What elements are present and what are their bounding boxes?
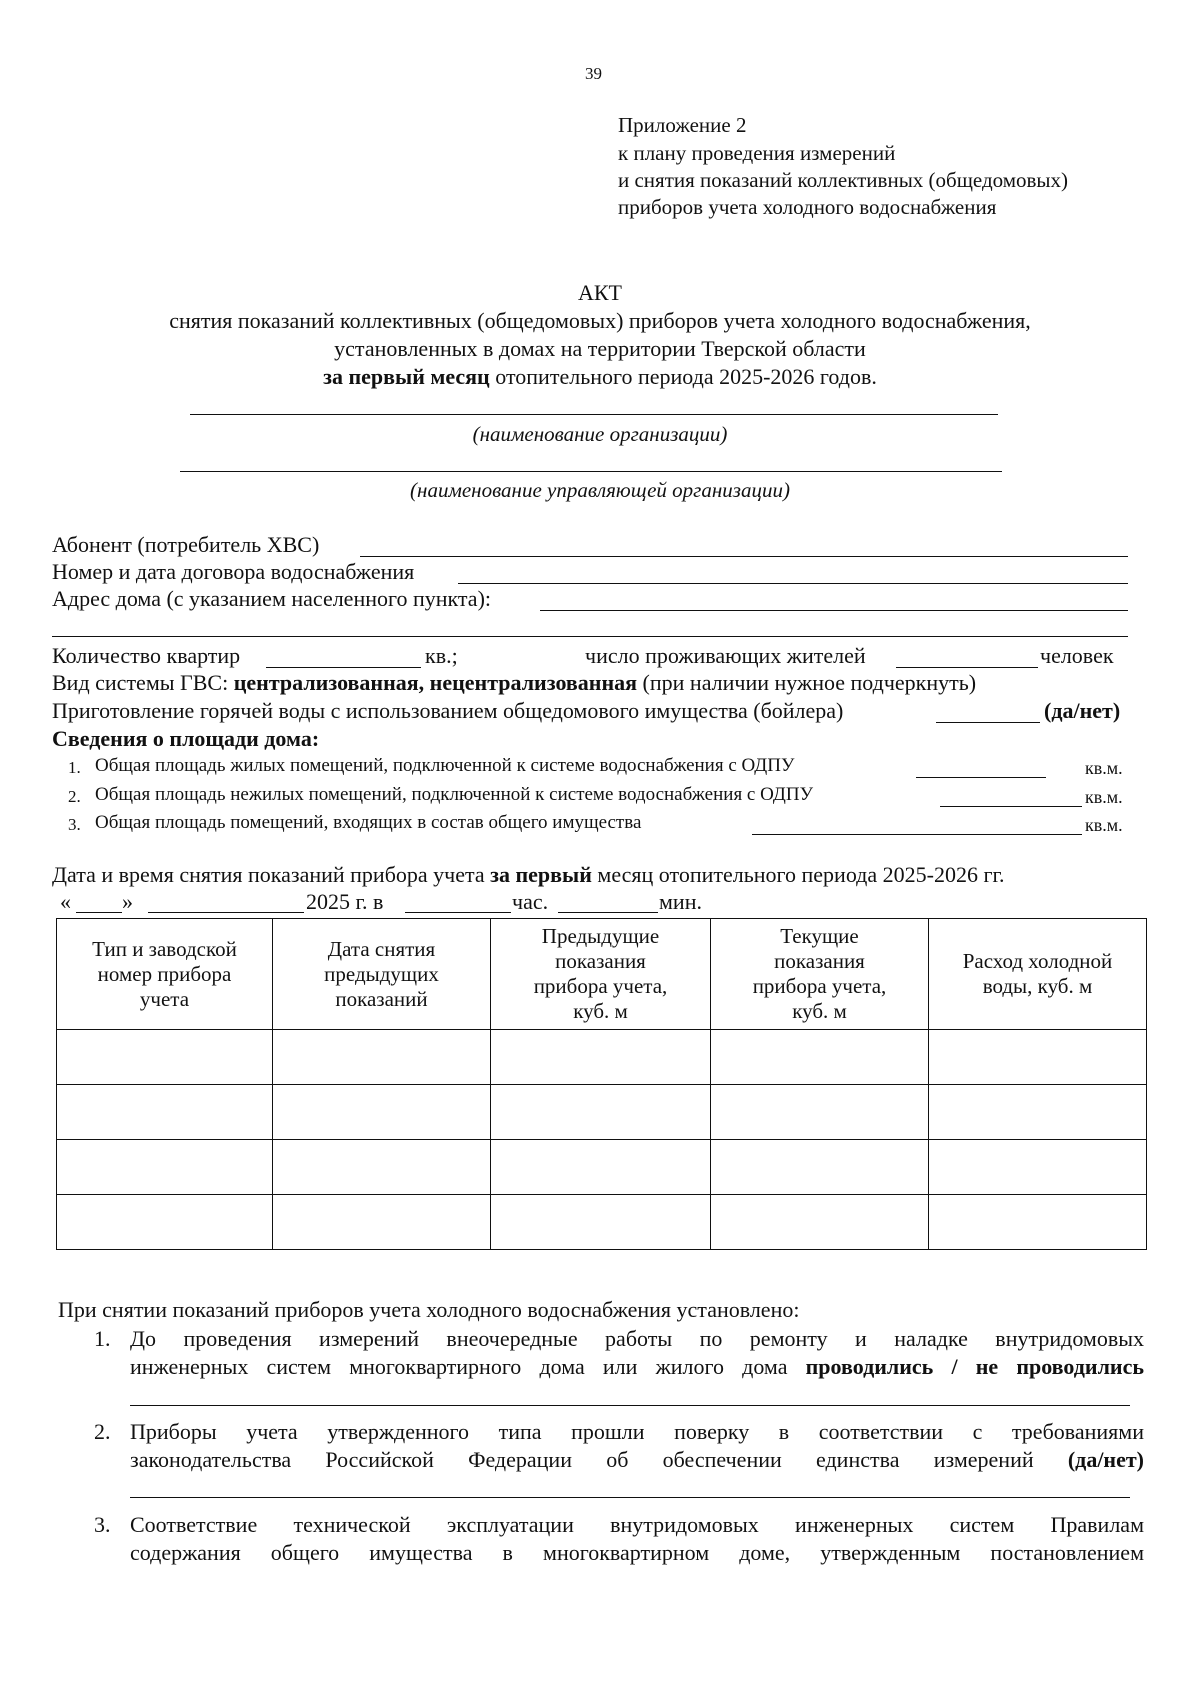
table-cell[interactable]: [929, 1030, 1147, 1085]
finding-1-line-1: До проведения измерений внеочередные работы по ремонту и наладке внутридомовых: [130, 1326, 1144, 1351]
quote-open: «: [60, 889, 71, 914]
area-item-3-unit: кв.м.: [1085, 815, 1123, 835]
readings-table: [56, 918, 1147, 1250]
address-field-continued[interactable]: [52, 636, 1128, 637]
day-field[interactable]: [76, 912, 122, 913]
appendix-line-4: приборов учета холодного водоснабжения: [618, 195, 997, 219]
table-header-row: [57, 919, 1147, 1030]
table-cell[interactable]: [711, 1195, 929, 1250]
residents-field[interactable]: [896, 667, 1038, 668]
month-field[interactable]: [148, 912, 304, 913]
residents-unit: человек: [1040, 643, 1114, 668]
area-item-2-field[interactable]: [940, 806, 1082, 807]
year-label: 2025 г. в: [306, 889, 384, 914]
finding-2-field[interactable]: [130, 1497, 1130, 1498]
finding-2-line-2: законодательства Российской Федерации об обеспечении единства измерений (да/нет): [130, 1447, 1144, 1472]
gvs-system-line: [52, 669, 976, 696]
boiler-answer: (да/нет): [1044, 698, 1121, 723]
contract-field[interactable]: [458, 583, 1128, 584]
table-cell[interactable]: [273, 1030, 491, 1085]
finding-3-line-1: Соответствие технической эксплуатации внутридомовых инженерных систем Правилам: [130, 1512, 1144, 1537]
finding-2-choice[interactable]: (да/нет): [1067, 1447, 1144, 1472]
reading-date-suffix: месяц отопительного периода 2025-2026 гг.: [591, 862, 1005, 887]
act-period-bold: за первый месяц: [323, 364, 490, 389]
area-item-1-unit: кв.м.: [1085, 758, 1123, 778]
apartments-field[interactable]: [266, 667, 421, 668]
table-row: [57, 1195, 1147, 1250]
finding-1-num: 1.: [94, 1326, 111, 1351]
finding-1-line-2: инженерных систем многоквартирного дома или жилого дома проводились / не проводились: [130, 1354, 1144, 1379]
finding-3-line-2: содержания общего имущества в многоквартирном доме, утвержденным постановлением: [130, 1540, 1144, 1565]
subscriber-field[interactable]: [360, 556, 1128, 557]
table-cell[interactable]: [57, 1030, 273, 1085]
area-item-1-field[interactable]: [916, 777, 1046, 778]
act-subtitle-line-3: [0, 363, 1200, 390]
table-cell[interactable]: [491, 1195, 711, 1250]
findings-intro: При снятии показаний приборов учета холодного водоснабжения установлено:: [58, 1297, 800, 1322]
area-heading: Сведения о площади дома:: [52, 726, 320, 751]
boiler-label: Приготовление горячей воды с использованием общедомового имущества (бойлера): [52, 698, 844, 723]
finding-2-num: 2.: [94, 1419, 111, 1444]
header-consumption: Расход холодной воды, куб. м: [929, 919, 1147, 1030]
act-subtitle-line-2: установленных в домах на территории Тверской области: [334, 336, 866, 361]
area-item-3-field[interactable]: [752, 834, 1082, 835]
gvs-note: (при наличии нужное подчеркнуть): [637, 670, 977, 695]
subscriber-label: Абонент (потребитель ХВС): [52, 532, 320, 557]
header-previous-date: Дата снятия предыдущих показаний: [273, 919, 491, 1030]
table-cell[interactable]: [711, 1140, 929, 1195]
table-cell[interactable]: [491, 1030, 711, 1085]
hour-label: час.: [512, 889, 549, 914]
table-cell[interactable]: [711, 1085, 929, 1140]
appendix-line-3: и снятия показаний коллективных (общедомовых): [618, 168, 1069, 192]
table-cell[interactable]: [711, 1030, 929, 1085]
table-cell[interactable]: [491, 1085, 711, 1140]
appendix-line-1: Приложение 2: [618, 113, 747, 137]
table-cell[interactable]: [57, 1085, 273, 1140]
gvs-options[interactable]: централизованная, нецентрализованная: [233, 670, 638, 695]
table-cell[interactable]: [57, 1140, 273, 1195]
area-item-2-num: 2.: [68, 787, 81, 806]
finding-1-choice[interactable]: проводились / не проводились: [805, 1354, 1144, 1379]
area-item-3-num: 3.: [68, 815, 81, 834]
appendix-line-2: к плану проведения измерений: [618, 141, 896, 165]
mgmt-org-name-caption: (наименование управляющей организации): [410, 478, 790, 502]
table-cell[interactable]: [929, 1195, 1147, 1250]
boiler-field[interactable]: [936, 722, 1040, 723]
area-item-2-text: Общая площадь нежилых помещений, подключенной к системе водоснабжения с ОДПУ: [95, 784, 814, 805]
address-field[interactable]: [540, 610, 1128, 611]
contract-label: Номер и дата договора водоснабжения: [52, 559, 415, 584]
minute-field[interactable]: [558, 912, 658, 913]
header-previous-readings: Предыдущие показания прибора учета, куб. м: [491, 919, 711, 1030]
page-number: 39: [585, 64, 602, 83]
area-item-3-text: Общая площадь помещений, входящих в состав общего имущества: [95, 812, 642, 833]
area-item-2-unit: кв.м.: [1085, 787, 1123, 807]
org-name-caption: (наименование организации): [472, 422, 728, 446]
finding-3-num: 3.: [94, 1512, 111, 1537]
table-cell[interactable]: [273, 1085, 491, 1140]
address-label: Адрес дома (с указанием населенного пункта):: [52, 586, 492, 611]
reading-date-prefix: Дата и время снятия показаний прибора учета: [52, 862, 491, 887]
act-period-rest: отопительного периода 2025-2026 годов.: [489, 364, 877, 389]
apartments-label: Количество квартир: [52, 643, 241, 668]
table-cell[interactable]: [57, 1195, 273, 1250]
table-cell[interactable]: [929, 1140, 1147, 1195]
finding-1-field[interactable]: [130, 1405, 1130, 1406]
act-subtitle-line-1: снятия показаний коллективных (общедомовых) приборов учета холодного водоснабжения,: [169, 308, 1031, 333]
minute-label: мин.: [659, 889, 702, 914]
org-name-line[interactable]: [190, 414, 998, 415]
table-row: [57, 1085, 1147, 1140]
table-row: [57, 1140, 1147, 1195]
table-cell[interactable]: [273, 1195, 491, 1250]
reading-date-bold: за первый: [490, 862, 592, 887]
header-current-readings: Текущие показания прибора учета, куб. м: [711, 919, 929, 1030]
table-cell[interactable]: [491, 1140, 711, 1195]
mgmt-org-name-line[interactable]: [180, 471, 1002, 472]
hour-field[interactable]: [405, 912, 511, 913]
apartments-unit: кв.;: [425, 643, 458, 668]
gvs-label: Вид системы ГВС:: [52, 670, 234, 695]
area-item-1-text: Общая площадь жилых помещений, подключенной к системе водоснабжения с ОДПУ: [95, 755, 795, 776]
residents-label: число проживающих жителей: [585, 643, 866, 668]
table-cell[interactable]: [273, 1140, 491, 1195]
finding-2-line-1: Приборы учета утвержденного типа прошли поверку в соответствии с требованиями: [130, 1419, 1144, 1444]
area-item-1-num: 1.: [68, 758, 81, 777]
quote-close: »: [122, 889, 133, 914]
reading-date-label: [52, 861, 1005, 888]
table-cell[interactable]: [929, 1085, 1147, 1140]
table-row: [57, 1030, 1147, 1085]
header-device-type: Тип и заводской номер прибора учета: [57, 919, 273, 1030]
act-title: АКТ: [578, 280, 622, 305]
